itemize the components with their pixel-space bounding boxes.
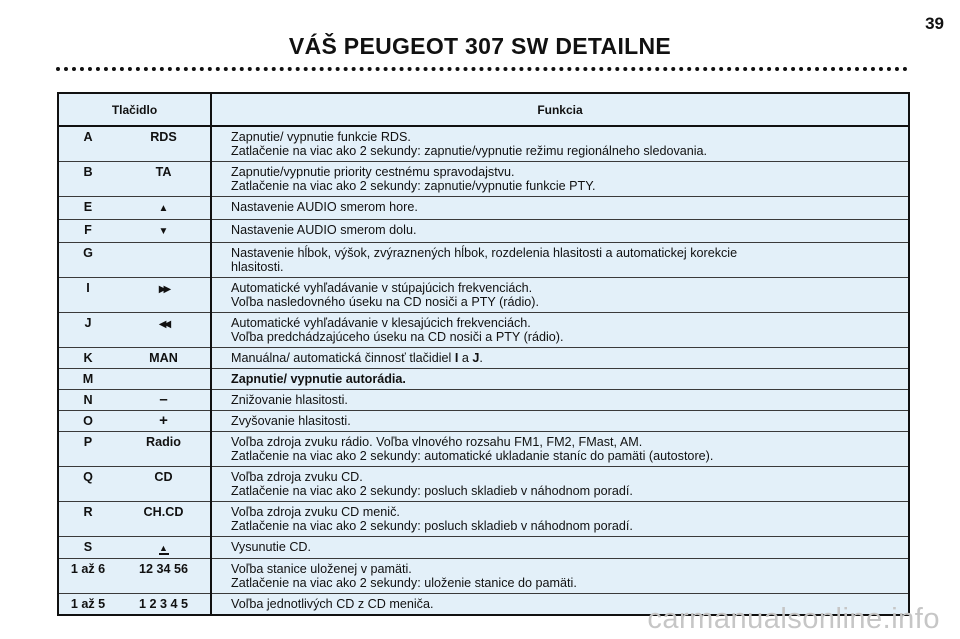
- fast-forward-icon: ▶▶: [158, 284, 169, 295]
- row-key: O: [59, 411, 117, 432]
- row-function: [211, 278, 908, 313]
- row-function: [211, 390, 908, 411]
- row-function: [211, 313, 908, 348]
- row-key: S: [59, 537, 117, 559]
- table-row: [59, 502, 908, 537]
- page-title: VÁŠ PEUGEOT 307 SW DETAILNE: [288, 33, 672, 59]
- function-line: Nastavenie AUDIO smerom dolu.: [231, 223, 417, 237]
- row-function: [211, 243, 908, 278]
- function-line: hlasitosti.: [231, 260, 284, 274]
- row-button: CH.CD: [117, 502, 211, 537]
- row-function: [211, 197, 908, 220]
- function-line: Zapnutie/ vypnutie funkcie RDS.: [231, 130, 411, 144]
- dotted-divider: [56, 67, 908, 71]
- table-header-row: [59, 94, 908, 126]
- row-key: E: [59, 197, 117, 220]
- function-line: Zapnutie/vypnutie priority cestnému spravodajstvu.: [231, 165, 515, 179]
- function-text-part: J: [472, 351, 480, 365]
- function-line: Voľba zdroja zvuku CD menič.: [231, 505, 400, 519]
- table-row: [59, 559, 908, 594]
- function-line: Voľba nasledovného úseku na CD nosiči a PTY (rádio).: [231, 295, 539, 309]
- function-line: Nastavenie AUDIO smerom hore.: [231, 200, 418, 214]
- function-line: Nastavenie hĺbok, výšok, zvýraznených hĺbok, rozdelenia hlasitosti a automatickej korekcie: [231, 246, 738, 260]
- table-row: [59, 411, 908, 432]
- function-line: Zvyšovanie hlasitosti.: [231, 414, 351, 428]
- row-button: CD: [117, 467, 211, 502]
- row-function: [211, 126, 908, 162]
- row-key: M: [59, 369, 117, 390]
- row-button: [117, 197, 211, 220]
- function-line: Voľba jednotlivých CD z CD meniča.: [231, 597, 434, 611]
- table-row: [59, 162, 908, 197]
- up-triangle-icon: ▲: [158, 203, 169, 214]
- row-button: [117, 411, 211, 432]
- row-key: G: [59, 243, 117, 278]
- table-row: [59, 467, 908, 502]
- row-button: 1 2 3 4 5: [117, 594, 211, 615]
- function-text-part: .: [479, 351, 483, 365]
- row-key: Q: [59, 467, 117, 502]
- function-text-part: Manuálna/ automatická činnosť tlačidiel: [231, 351, 455, 365]
- function-line: Zatlačenie na viac ako 2 sekundy: posluch skladieb v náhodnom poradí.: [231, 519, 633, 533]
- row-button: [117, 537, 211, 559]
- function-text-part: a: [458, 351, 473, 365]
- row-button: [117, 243, 211, 278]
- table-row: [59, 348, 908, 369]
- controls-table: [57, 92, 910, 616]
- row-button: RDS: [117, 126, 211, 162]
- function-line: Voľba stanice uloženej v pamäti.: [231, 562, 412, 576]
- rewind-icon: ◀◀: [158, 319, 169, 330]
- row-function: [211, 411, 908, 432]
- function-line: Zatlačenie na viac ako 2 sekundy: automatické ukladanie staníc do pamäti (autostore).: [231, 449, 714, 463]
- row-function: [211, 162, 908, 197]
- row-function: [211, 432, 908, 467]
- function-line: Automatické vyhľadávanie v stúpajúcich frekvenciách.: [231, 281, 533, 295]
- function-line: Voľba zdroja zvuku CD.: [231, 470, 363, 484]
- table-row: [59, 220, 908, 243]
- down-triangle-icon: ▼: [158, 226, 169, 237]
- row-button: MAN: [117, 348, 211, 369]
- function-line: Zatlačenie na viac ako 2 sekundy: zapnutie/vypnutie funkcie PTY.: [231, 179, 596, 193]
- row-button: [117, 278, 211, 313]
- function-line: Voľba predchádzajúceho úseku na CD nosiči a PTY (rádio).: [231, 330, 564, 344]
- row-button: [117, 390, 211, 411]
- row-key: P: [59, 432, 117, 467]
- table-row: [59, 243, 908, 278]
- table-row: [59, 313, 908, 348]
- function-line: Zapnutie/ vypnutie autorádia.: [231, 372, 406, 386]
- row-key: A: [83, 130, 93, 144]
- row-key: F: [59, 220, 117, 243]
- plus-icon: +: [159, 412, 168, 429]
- function-line: Zatlačenie na viac ako 2 sekundy: uloženie stanice do pamäti.: [231, 576, 577, 590]
- row-button: 12 34 56: [117, 559, 211, 594]
- function-line: Voľba zdroja zvuku rádio. Voľba vlnového rozsahu FM1, FM2, FMast, AM.: [231, 435, 643, 449]
- table-row: [59, 126, 908, 162]
- row-key: I: [59, 278, 117, 313]
- watermark: carmanualsonline.info: [647, 603, 940, 635]
- page-number: 39: [925, 14, 944, 33]
- table-row: [59, 537, 908, 559]
- function-line: [231, 351, 904, 365]
- row-button: [117, 369, 211, 390]
- row-button: TA: [117, 162, 211, 197]
- table-row: [59, 197, 908, 220]
- row-key: R: [59, 502, 117, 537]
- eject-icon: ▲: [159, 543, 168, 553]
- header-function: Funkcia: [211, 94, 908, 126]
- row-button: [117, 313, 211, 348]
- table-row: [59, 278, 908, 313]
- row-key: B: [59, 162, 117, 197]
- row-key: K: [59, 348, 117, 369]
- row-function: [211, 220, 908, 243]
- row-key: N: [59, 390, 117, 411]
- row-function: [211, 537, 908, 559]
- row-function: [211, 559, 908, 594]
- function-line: Zatlačenie na viac ako 2 sekundy: zapnutie/vypnutie režimu regionálneho sledovania.: [231, 144, 708, 158]
- function-line: Vysunutie CD.: [231, 540, 312, 554]
- row-function: [211, 369, 908, 390]
- function-text-part: I: [454, 351, 459, 365]
- function-line: Zatlačenie na viac ako 2 sekundy: posluch skladieb v náhodnom poradí.: [231, 484, 633, 498]
- table-row: [59, 432, 908, 467]
- table-row: [59, 390, 908, 411]
- row-button: [117, 220, 211, 243]
- row-key: 1 až 6: [59, 559, 117, 594]
- row-key: J: [59, 313, 117, 348]
- function-line: Znižovanie hlasitosti.: [231, 393, 348, 407]
- row-key: 1 až 5: [59, 594, 117, 615]
- header-button: Tlačidlo: [59, 94, 211, 126]
- function-line: Automatické vyhľadávanie v klesajúcich frekvenciách.: [231, 316, 531, 330]
- table-row: [59, 369, 908, 390]
- row-function: [211, 467, 908, 502]
- row-button: Radio: [117, 432, 211, 467]
- minus-icon: –: [159, 391, 168, 408]
- row-function: [211, 502, 908, 537]
- row-function: [211, 348, 908, 369]
